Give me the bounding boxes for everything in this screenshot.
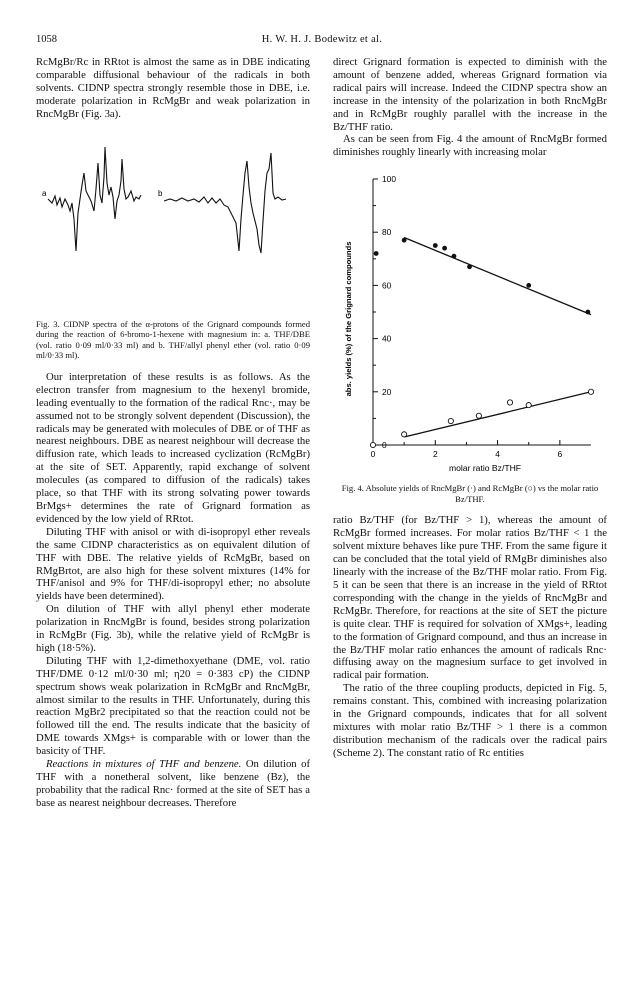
paragraph: ratio Bz/THF (for Bz/THF > 1), whereas the amount of RcMgBr formed increases. For molar ratios Bz/THF < 1 the solvent mixture behaves like pure THF. From the same figure it can be concluded that the total yield of RMgBr diminishes also linearly with the increase of the Bz/THF molar ratio. From Fig. 5 it can be seen that there is an increase in the yield of RRtot corresponding with the change in the yields of RncMgBr and RcMgBr. Therefore, for reactions at the site of SET the picture is quite clear. THF is required for solvation of XMgs+, leading to the formation of Grignard compound, and thus an increase in the Bz/THF molar ratio enhances the amount of radicals Rnc· diffusing away on the magnesium surface to get involved in radical pair formation. bbox=[333, 514, 607, 682]
y-tick-label: 80 bbox=[382, 227, 392, 238]
paragraph: Diluting THF with 1,2-dimethoxyethane (DME, vol. ratio THF/DME 0·12 ml/0·30 ml; η20 = 0·383 cP) the CIDNP spectrum shows weak polarization in RcMgBr and RncMgBr, almost similar to the results in THF. Unfortunately, during this reaction MgBr2 precipitated so that the reaction could not be followed till the end. The results indicate that the basicity of DME towards XMgs+ is comparable with or lower than the basicity of THF. bbox=[36, 654, 310, 758]
data-point-rnc bbox=[467, 265, 472, 270]
paragraph: On dilution of THF with allyl phenyl ether moderate polarization in RncMgBr is found, besides strong polarization in RcMgBr (Fig. 3b), while the relative yield of RcMgBr is high (18·5%). bbox=[36, 603, 310, 654]
data-point-rnc bbox=[402, 238, 407, 243]
y-tick-label: 40 bbox=[382, 333, 392, 344]
figure-3-spectra bbox=[36, 133, 310, 311]
chart-svg bbox=[333, 169, 607, 479]
trendline-rnc bbox=[404, 238, 591, 315]
data-point-rnc bbox=[374, 251, 379, 256]
y-tick-label: 0 bbox=[382, 440, 387, 451]
spectrum-b bbox=[164, 153, 286, 253]
y-axis-label: abs. yields (%) of the Grignard compounds bbox=[344, 241, 353, 397]
data-point-rnc bbox=[452, 254, 457, 259]
paragraph: As can be seen from Fig. 4 the amount of RncMgBr formed diminishes roughly linearly with increasing molar bbox=[333, 133, 607, 159]
paragraph: The ratio of the three coupling products, depicted in Fig. 5, remains constant. This, combined with increasing polarization in the Grignard compounds, indicates that for all solvent mixtures with molar ratio Bz/THF > 1 there is a common distribution mechanism of the radicals over the radical pairs (Scheme 2). The constant ratio of Rc entities bbox=[333, 682, 607, 759]
figure-4-caption: Fig. 4. Absolute yields of RncMgBr (·) and RcMgBr (○) vs the molar ratio Bz/THF. bbox=[341, 483, 599, 504]
x-tick-label: 6 bbox=[557, 449, 563, 460]
spectrum-label-a: a bbox=[42, 188, 47, 198]
figure-3-caption: Fig. 3. CIDNP spectra of the α-protons of the Grignard compounds formed during the reaction of 6-bromo-1-hexene with magnesium in: a. THF/DBE (vol. ratio 0·09 ml/0·33 ml) and b. THF/allyl phenyl ether (vol. ratio 0·09 ml/0·33 ml). bbox=[36, 318, 310, 361]
y-tick-label: 100 bbox=[382, 174, 396, 185]
section-lead: Reactions in mixtures of THF and benzene. bbox=[46, 758, 242, 771]
data-point-rnc bbox=[442, 246, 447, 251]
x-tick-label: 0 bbox=[370, 449, 376, 460]
data-point-rc bbox=[526, 403, 531, 408]
right-column bbox=[333, 56, 607, 760]
data-point-rc bbox=[476, 413, 481, 418]
x-tick-label: 4 bbox=[495, 449, 500, 460]
data-point-rnc bbox=[526, 283, 531, 288]
paragraph: Our interpretation of these results is as follows. As the electron transfer from magnesium to the hexenyl bromide, leading eventually to the formation of the radical Rnc·, may be assumed not to be strongly solvent dependent (Discussion), the radicals may be generated with molecules of DBE or of THF as nearest neighbours. DBE as nearest neighbour will decrease the diffusion rate, which leads to increased cyclization (RcMgBr) at the site of SET. Apparently, rapid exchange of solvent molecules (as compared to diffusion of the radicals) takes place, so that THF with its strong solvating power towards BrMgs+ determines the rate of Grignard formation as evidenced by the low yield of RRtot. bbox=[36, 370, 310, 525]
figure-4-chart bbox=[333, 169, 607, 479]
x-axis-label: molar ratio Bz/THF bbox=[448, 463, 522, 474]
paragraph: direct Grignard formation is expected to diminish with the amount of benzene added, whereas Grignard formation via radical pairs will increase. Indeed the CIDNP spectra show an increase in the intensity of the polarization in both RncMgBr and in RcMgBr roughly parallel with the increase in the Bz/THF ratio. bbox=[333, 56, 607, 133]
data-point-rc bbox=[448, 419, 453, 424]
data-point-rc bbox=[370, 443, 375, 448]
section-body: On dilution of THF with a nonetheral solvent, like benzene (Bz), the probability that the radical Rnc· formed at the site of SET has a base as nearest neighbour decreases. Therefore bbox=[36, 758, 311, 809]
left-column bbox=[36, 56, 310, 810]
y-tick-label: 20 bbox=[382, 387, 392, 398]
spectrum-a bbox=[48, 147, 141, 251]
spectrum-label-b: b bbox=[158, 188, 163, 198]
page-number: 1058 bbox=[36, 34, 57, 45]
chart-trendlines bbox=[404, 238, 591, 438]
chart-axes bbox=[373, 179, 591, 445]
running-title: H. W. H. J. Bodewitz et al. bbox=[261, 34, 383, 45]
data-point-rc bbox=[507, 400, 512, 405]
paragraph: RcMgBr/Rc in RRtot is almost the same as in DBE indicating comparable diffusional behaviour of the radicals in both solvents. CIDNP spectra strongly resemble those in DBE, i.e. moderate polarization in RcMgBr and weak polarization in RncMgBr (Fig. 3a). bbox=[36, 56, 310, 120]
data-point-rnc bbox=[585, 310, 590, 315]
chart-ticks bbox=[371, 174, 563, 459]
paragraph: Diluting THF with anisol or with di-isopropyl ether reveals the same CIDNP characteristics as on equivalent dilution of THF with DBE. The relative yields of RcMgBr, based on RMgBrtot, are also high for these solvent mixtures (14% for THF/anisol and 9% for THF/di-isopropyl ether; no absolute yields have been determined). bbox=[36, 525, 310, 603]
y-tick-label: 60 bbox=[382, 280, 392, 291]
trendline-rc bbox=[404, 392, 591, 437]
paragraph bbox=[36, 758, 310, 810]
data-point-rc bbox=[588, 389, 593, 394]
x-tick-label: 2 bbox=[432, 449, 438, 460]
data-point-rc bbox=[402, 432, 407, 437]
data-point-rnc bbox=[433, 243, 438, 248]
